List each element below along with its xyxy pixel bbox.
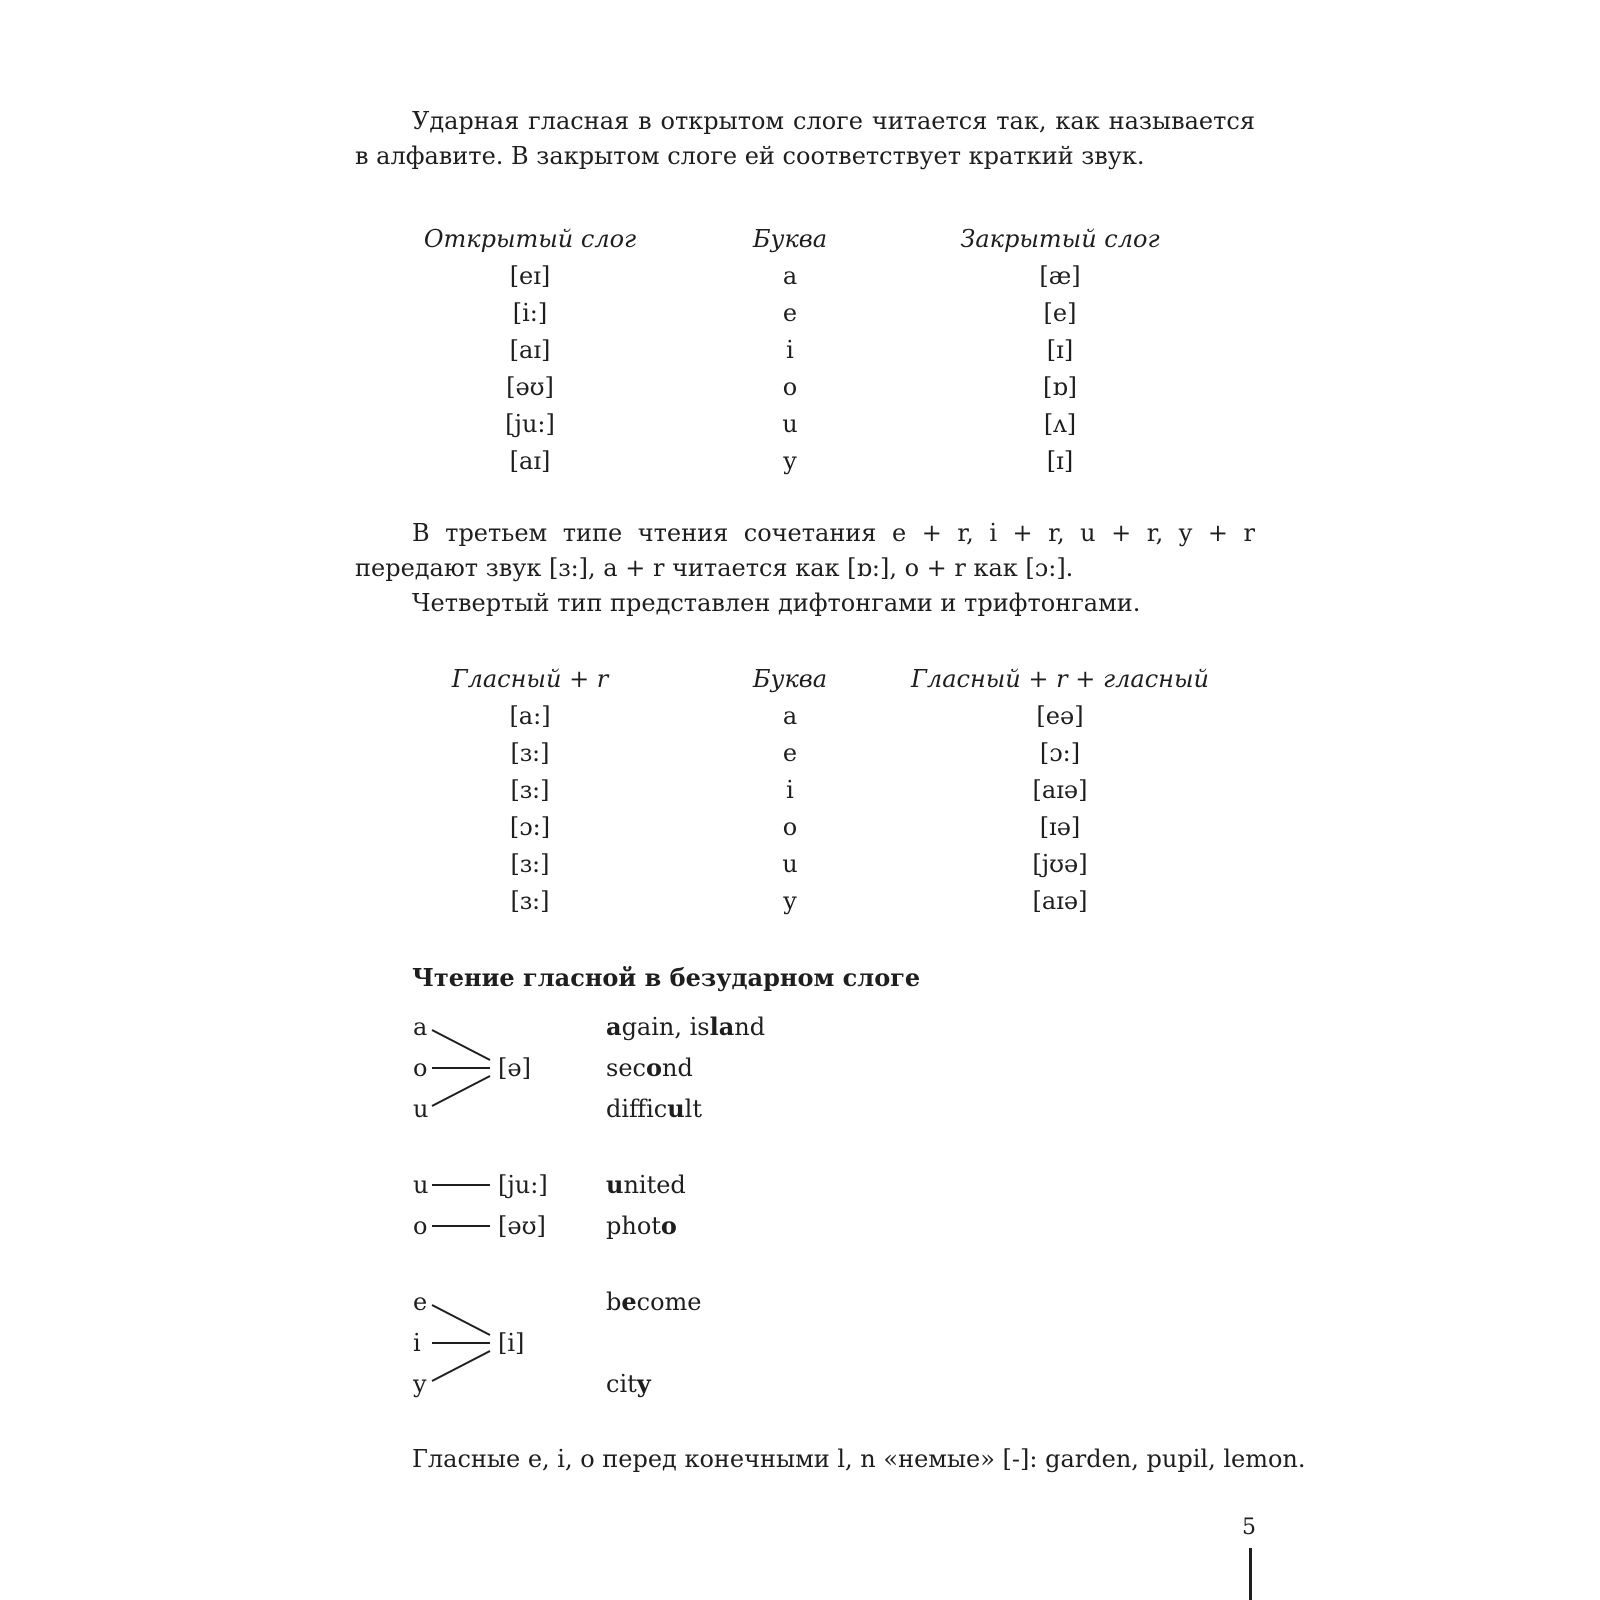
table-cell: i <box>786 335 794 364</box>
example-word-become: become <box>606 1287 702 1316</box>
table-header <box>380 220 1220 257</box>
letter-o: o <box>413 1054 428 1082</box>
connector-line <box>432 1305 490 1335</box>
header-letter: Буква <box>752 224 828 253</box>
table-cell: y <box>783 886 797 915</box>
table-row <box>380 808 1220 845</box>
table-cell: [ɔ:] <box>509 812 551 841</box>
table-row <box>380 368 1220 405</box>
table-cell: e <box>782 298 798 327</box>
table-cell: [ɔ:] <box>1039 738 1081 767</box>
fourth-type-paragraph: Четвертый тип представлен дифтонгами и трифтонгами. <box>412 589 1141 617</box>
header-closed-syllable: Закрытый слог <box>960 224 1160 253</box>
table-row <box>380 734 1220 771</box>
header-vowel-r-vowel: Гласный + r + гласный <box>911 664 1209 693</box>
letter-i: i <box>413 1329 421 1357</box>
example-word-again-island: again, island <box>606 1012 766 1041</box>
table-header <box>380 660 1220 697</box>
table-row <box>380 257 1220 294</box>
table-row <box>380 294 1220 331</box>
table-cell: [aɪ] <box>509 335 551 364</box>
final-note: Гласные e, i, o перед конечными l, n «немые» [-]: garden, pupil, lemon. <box>412 1445 1306 1473</box>
letter-e: e <box>413 1288 428 1316</box>
example-word-second: second <box>606 1053 693 1082</box>
table-open-closed-syllable <box>380 220 1220 479</box>
example-word-photo: photo <box>606 1211 677 1240</box>
table-cell: [ju:] <box>505 409 555 438</box>
table-cell: [ɜ:] <box>510 775 550 804</box>
letter-a: a <box>413 1013 428 1041</box>
sound-i: [i] <box>498 1329 525 1357</box>
third-type-paragraph: В третьем типе чтения сочетания e + r, i + r, u + r, y + r передают звук [ɜ:], a + r читается как [ɒ:], o + r как [ɔ:]. <box>355 519 1255 582</box>
table-cell: [ʌ] <box>1043 409 1077 438</box>
sound-ou: [əʊ] <box>498 1212 546 1240</box>
letter-u: u <box>413 1095 429 1123</box>
table-cell: [ɪ] <box>1046 446 1074 475</box>
table-r-combinations <box>380 660 1220 919</box>
table-cell: [aɪ] <box>509 446 551 475</box>
connector-line <box>432 1351 490 1381</box>
page-number: 5 <box>1242 1515 1256 1540</box>
table-row <box>380 882 1220 919</box>
table-cell: e <box>782 738 798 767</box>
table-cell: [aɪə] <box>1032 886 1088 915</box>
table-cell: [æ] <box>1039 261 1081 290</box>
table-row <box>380 331 1220 368</box>
letter-o: o <box>413 1212 428 1240</box>
example-word-united: united <box>606 1170 686 1199</box>
table-cell: u <box>782 849 798 878</box>
sound-schwa: [ə] <box>498 1054 531 1082</box>
example-word-difficult: difficult <box>606 1094 702 1123</box>
table-cell: [aɪə] <box>1032 775 1088 804</box>
table-cell: y <box>783 446 797 475</box>
table-cell: a <box>782 701 798 730</box>
table-cell: [i:] <box>512 298 548 327</box>
table-cell: [əʊ] <box>506 372 554 401</box>
connector-line <box>432 1076 490 1106</box>
table-cell: u <box>782 409 798 438</box>
table-row <box>380 405 1220 442</box>
letter-y: y <box>413 1370 427 1398</box>
connector-line <box>432 1030 490 1060</box>
unstressed-heading: Чтение гласной в безударном слоге <box>412 963 921 992</box>
table-cell: [ɪə] <box>1039 812 1081 841</box>
table-cell: [a:] <box>509 701 551 730</box>
table-cell: [eɪ] <box>509 261 551 290</box>
table-cell: o <box>782 812 798 841</box>
page-edge-bar <box>1249 1548 1252 1600</box>
table-cell: o <box>782 372 798 401</box>
header-letter: Буква <box>752 664 828 693</box>
table-cell: [jʊə] <box>1032 849 1088 878</box>
letter-u: u <box>413 1171 429 1199</box>
table-cell: [ɒ] <box>1042 372 1078 401</box>
table-row <box>380 442 1220 479</box>
table-row <box>380 697 1220 734</box>
table-row <box>380 845 1220 882</box>
table-cell: [ɜ:] <box>510 738 550 767</box>
table-cell: [eə] <box>1036 701 1084 730</box>
header-open-syllable: Открытый слог <box>423 224 637 253</box>
table-row <box>380 771 1220 808</box>
table-cell: [ɪ] <box>1046 335 1074 364</box>
table-cell: i <box>786 775 794 804</box>
table-cell: [e] <box>1043 298 1077 327</box>
example-word-city: city <box>606 1369 651 1398</box>
header-vowel-r: Гласный + r <box>451 664 609 693</box>
table-cell: a <box>782 261 798 290</box>
intro-paragraph: Ударная гласная в открытом слоге читается так, как называется в алфавите. В закрытом слоге ей соответствует краткий звук. <box>355 107 1255 170</box>
table-cell: [ɜ:] <box>510 886 550 915</box>
table-cell: [ɜ:] <box>510 849 550 878</box>
sound-ju: [ju:] <box>498 1171 548 1199</box>
